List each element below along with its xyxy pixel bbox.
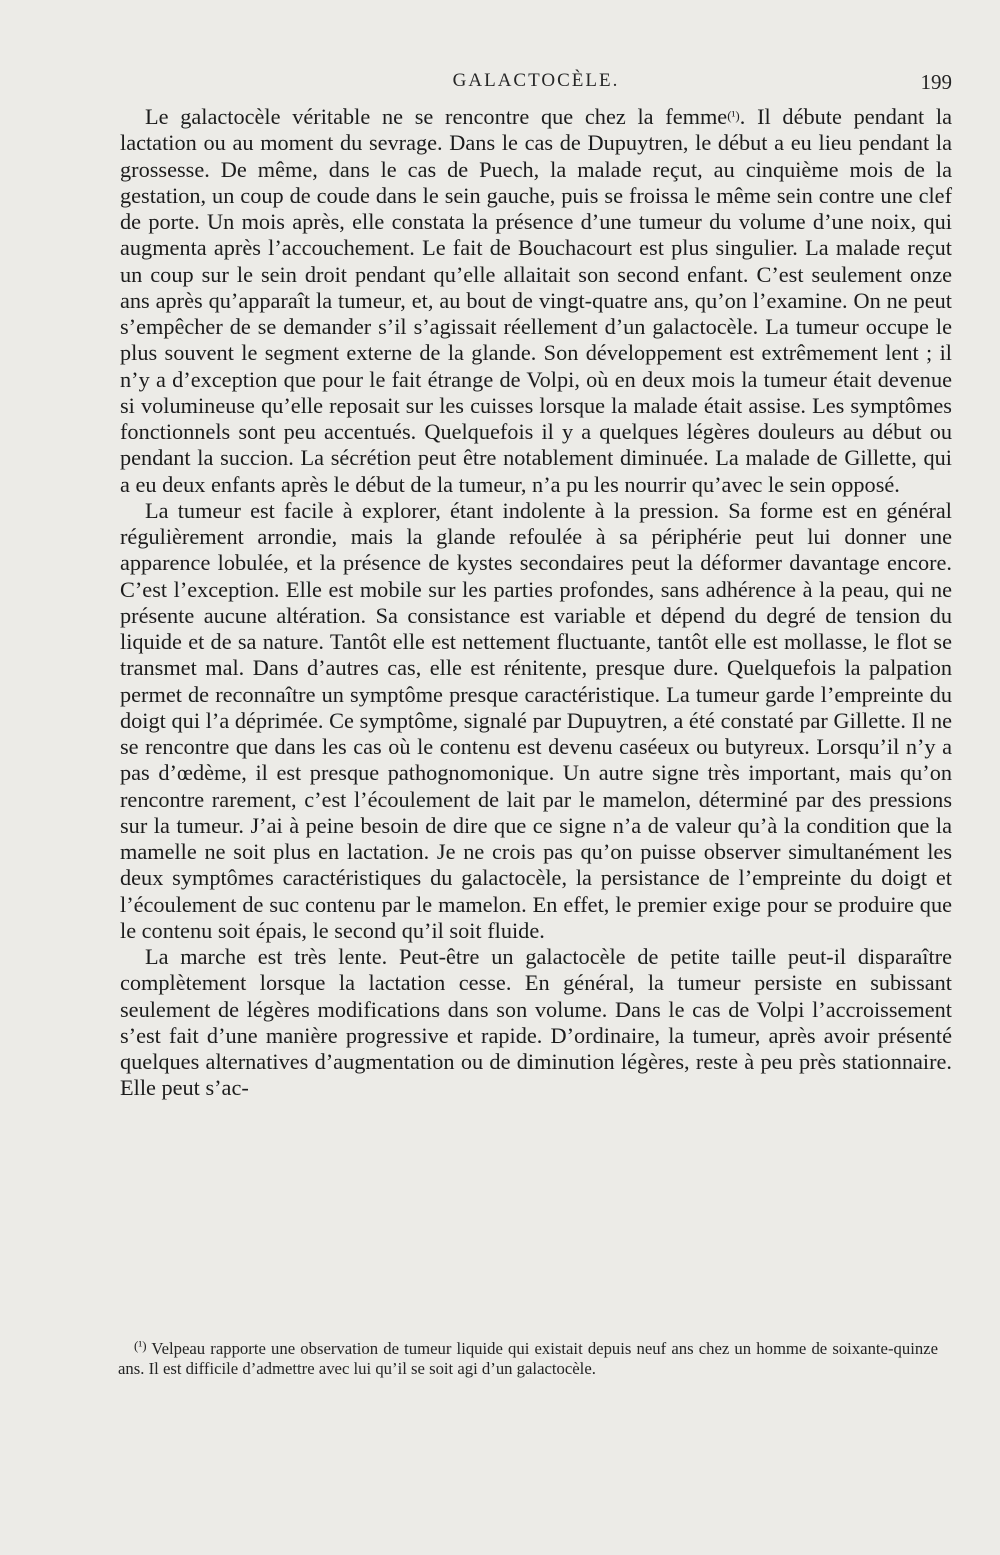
footnote-marker: (¹): [134, 1338, 147, 1353]
page-number: 199: [920, 70, 952, 94]
footnote-reference: (¹): [727, 108, 740, 123]
footnote-area: [118, 1336, 938, 1378]
main-text: [120, 103, 952, 1102]
footnote-text: Velpeau rapporte une observation de tumeur liquide qui existait depuis neuf ans chez un homme de soixante-quinze ans. Il est difficile d’admettre avec lui qu’il se soit agi d’un galactocèle.: [118, 1339, 938, 1378]
paragraph-1-rest: . Il débute pendant la lactation ou au moment du sevrage. Dans le cas de Dupuytren, le début a eu lieu pendant la grossesse. De même, dans le cas de Puech, la malade reçut, au cinquième mois de la gestation, un coup de coude dans le sein gauche, puis se froissa le même sein contre une clef de porte. Un mois après, elle constata la présence d’une tumeur du volume d’une noix, qui augmenta après l’accouchement. Le fait de Bouchacourt est plus singulier. La malade reçut un coup sur le sein droit pendant qu’elle allaitait son second enfant. C’est seulement onze ans après qu’apparaît la tumeur, et, au bout de vingt-quatre ans, qu’on l’examine. On ne peut s’empêcher de se demander s’il s’agissait réellement d’un galactocèle. La tumeur occupe le plus souvent le segment externe de la glande. Son développement est extrêmement lent ; il n’y a d’exception que pour le fait étrange de Volpi, où en deux mois la tumeur était devenue si volumineuse qu’elle reposait sur les cuisses lorsque la malade était assise. Les symptômes fonctionnels sont peu accentués. Quelquefois il y a quelques légères douleurs au début ou pendant la succion. La sécrétion peut être notablement diminuée. La malade de Gillette, qui a eu deux enfants après le début de la tumeur, n’a pu les nourrir qu’avec le sein opposé.: [120, 104, 952, 497]
paragraph-1-start: Le galactocèle véritable ne se rencontre que chez la femme: [145, 104, 728, 129]
paragraph-1: [120, 103, 952, 498]
page-header: [120, 70, 952, 100]
paragraph-3: La marche est très lente. Peut-être un galactocèle de petite taille peut-il disparaître complètement lorsque la lactation cesse. En général, la tumeur persiste en subissant seulement de légères modifications dans son volume. Dans le cas de Volpi l’accroissement s’est fait d’une manière progressive et rapide. D’ordinaire, la tumeur, après avoir présenté quelques alternatives d’augmentation ou de diminution légères, reste à peu près stationnaire. Elle peut s’ac-: [120, 944, 952, 1101]
footnote-1: [118, 1336, 938, 1378]
running-title: GALACTOCÈLE.: [452, 70, 620, 91]
paragraph-2: La tumeur est facile à explorer, étant indolente à la pression. Sa forme est en général régulièrement arrondie, mais la glande refoulée à sa périphérie peut lui donner une apparence lobulée, et la présence de kystes secondaires peut la déformer davantage encore. C’est l’exception. Elle est mobile sur les parties profondes, sans adhérence à la peau, qui ne présente aucune altération. Sa consistance est variable et dépend du degré de tension du liquide et de sa nature. Tantôt elle est nettement fluctuante, tantôt elle est mollasse, le flot se transmet mal. Dans d’autres cas, elle est rénitente, presque dure. Quelquefois la palpation permet de reconnaître un symptôme presque caractéristique. La tumeur garde l’empreinte du doigt qui l’a déprimée. Ce symptôme, signalé par Dupuytren, a été constaté par Gillette. Il ne se rencontre que dans les cas où le contenu est devenu caséeux ou butyreux. Lorsqu’il n’y a pas d’œdème, il est presque pathognomonique. Un autre signe très important, mais qu’on rencontre rarement, c’est l’écoulement de lait par le mamelon, déterminé par des pressions sur la tumeur. J’ai à peine besoin de dire que ce signe n’a de valeur qu’à la condition que la mamelle ne soit plus en lactation. Je ne crois pas qu’on puisse observer simultanément les deux symptômes caractéristiques du galactocèle, la persistance de l’empreinte du doigt et l’écoulement de suc contenu par le mamelon. En effet, le premier exige pour se produire que le contenu soit épais, le second qu’il soit fluide.: [120, 497, 952, 943]
